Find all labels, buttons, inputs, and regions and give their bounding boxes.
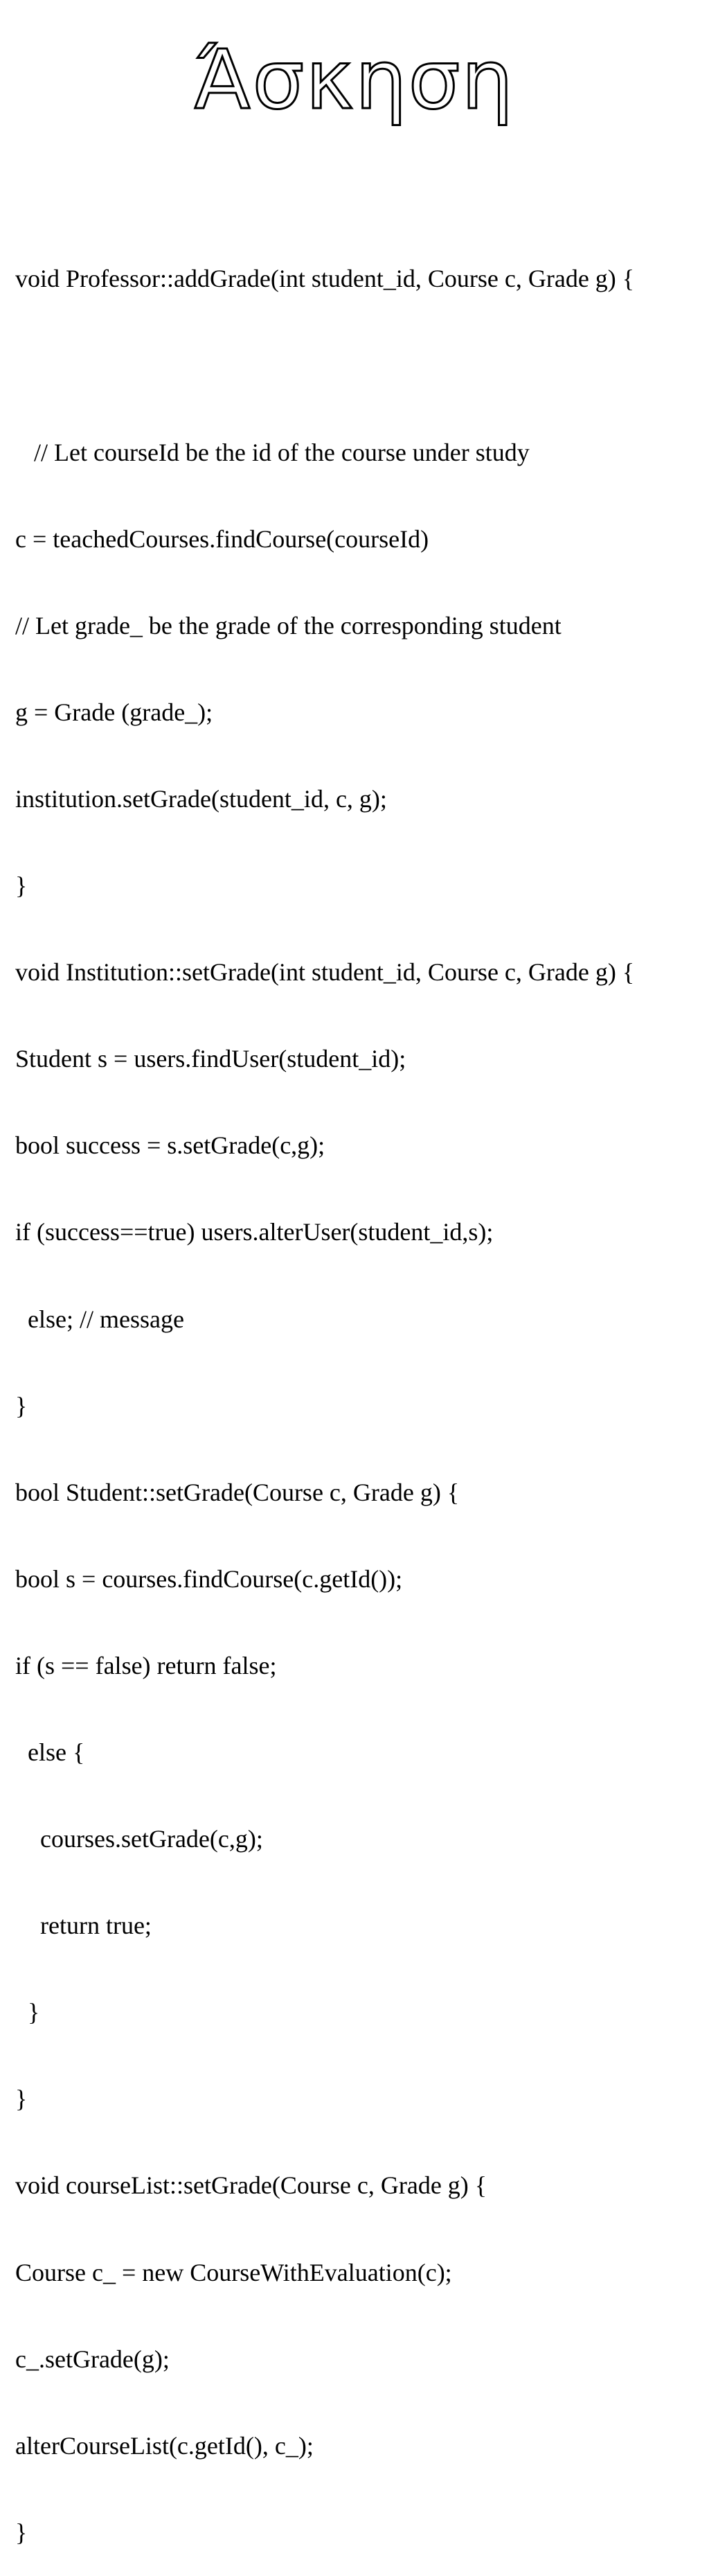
code-line: void courseList::setGrade(Course c, Grade g) {: [15, 2171, 487, 2200]
code-line: c_.setGrade(g);: [15, 2345, 170, 2373]
code-line: }: [15, 2518, 28, 2546]
code-line: // Let courseId be the id of the course under study: [15, 438, 530, 466]
code-line: if (success==true) users.alterUser(student_id,s);: [15, 1218, 494, 1246]
code-line: courses.setGrade(c,g);: [15, 1825, 263, 1853]
code-block: [15, 207, 701, 2576]
code-line: }: [15, 2085, 28, 2113]
code-line: bool success = s.setGrade(c,g);: [15, 1131, 325, 1160]
code-line: else; // message: [15, 1305, 184, 1333]
code-line: else {: [15, 1738, 85, 1766]
code-line: void Professor::addGrade(int student_id, Course c, Grade g) {: [15, 265, 635, 293]
code-line: institution.setGrade(student_id, c, g);: [15, 784, 387, 813]
code-line: Course c_ = new CourseWithEvaluation(c);: [15, 2258, 452, 2286]
code-line: }: [15, 1998, 40, 2027]
code-line: g = Grade (grade_);: [15, 698, 213, 726]
code-line: bool Student::setGrade(Course c, Grade g) {: [15, 1478, 460, 1506]
code-line: c = teachedCourses.findCourse(courseId): [15, 524, 429, 553]
code-line: [15, 352, 701, 381]
code-line: // Let grade_ be the grade of the corresponding student: [15, 611, 562, 639]
code-line: if (s == false) return false;: [15, 1651, 277, 1679]
page-title: Άσκηση: [194, 32, 515, 127]
code-line: alterCourseList(c.getId(), c_);: [15, 2431, 314, 2460]
code-line: Student s = users.findUser(student_id);: [15, 1045, 406, 1073]
code-line: }: [15, 1391, 28, 1420]
code-line: void Institution::setGrade(int student_id, Course c, Grade g) {: [15, 958, 635, 987]
code-line: bool s = courses.findCourse(c.getId());: [15, 1564, 403, 1593]
code-line: }: [15, 872, 28, 900]
code-line: return true;: [15, 1912, 152, 1940]
